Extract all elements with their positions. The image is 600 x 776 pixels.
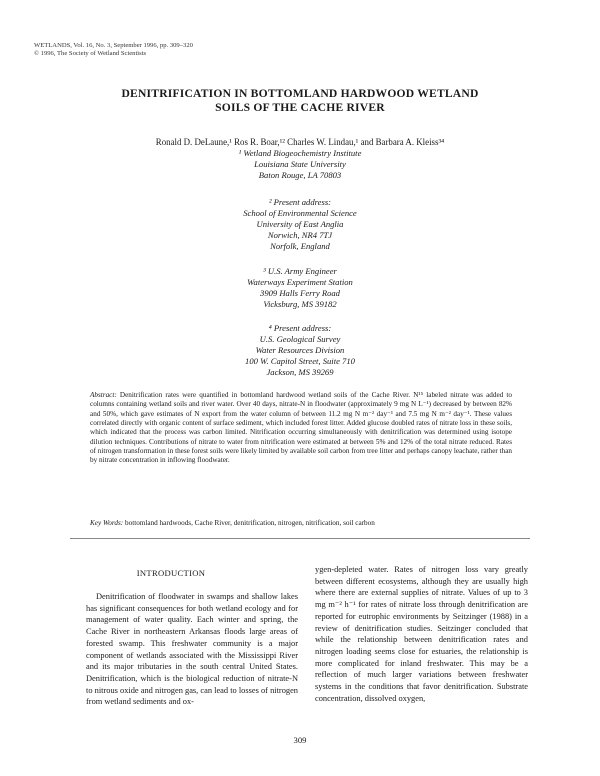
affiliation-line: University of East Anglia xyxy=(256,219,344,229)
author-list: Ronald D. DeLaune,¹ Ros R. Boar,¹² Charles W. Lindau,¹ and Barbara A. Kleiss³⁴ xyxy=(155,137,445,147)
affiliation-line: Water Resources Division xyxy=(255,345,345,355)
body-column-left: Denitrification of floodwater in swamps and shallow lakes has significant consequences for both wetland ecology and for management of water quality. Each winter and spring, the Cache River in northeastern Arkansas floods large areas of forested swamp. This freshwater community is a major component of wetlands associated with the Mississippi River and its major tributaries in the south central United States. Denitrification, which is the biological reduction of nitrate-N to nitrous oxide and nitrogen gas, can lead to losses of nitrogen from wetland sediments and ox- xyxy=(86,592,298,707)
affiliation-2 xyxy=(150,197,450,252)
keywords xyxy=(90,519,512,528)
abstract xyxy=(90,391,512,466)
body-column-right: ygen-depleted water. Rates of nitrogen loss vary greatly between different ecosystems, although they are usually high where there are external supplies of nitrate. Values of up to 3 mg m⁻² h⁻¹ for rates of nitrate loss through denitrification are reported for eutrophic environments by Seitzinger (1988) in a review of denitrification studies. Seitzinger concluded that while the relationship between denitrification rates and nitrogen loading seems close for estuaries, the relationship is more complicated for inland freshwater. This may be a reflection of much larger variations between freshwater systems in the conditions that favor denitrification. Substrate concentration, dissolved oxygen, xyxy=(315,565,528,703)
affiliation-4 xyxy=(150,323,450,378)
affiliation-line: Louisiana State University xyxy=(254,159,346,169)
affiliation-line: ³ U.S. Army Engineer xyxy=(263,266,337,276)
page-number: 309 xyxy=(293,735,307,745)
article-title-line-1: DENITRIFICATION IN BOTTOMLAND HARDWOOD WETLAND xyxy=(121,87,479,100)
affiliation-line: ⁴ Present address: xyxy=(268,323,332,333)
affiliation-line: 100 W. Capitol Street, Suite 710 xyxy=(245,356,355,366)
article-title xyxy=(60,87,540,115)
affiliation-line: ² Present address: xyxy=(268,197,332,207)
affiliation-line: Jackson, MS 39269 xyxy=(266,367,334,377)
introduction-heading: INTRODUCTION xyxy=(136,568,206,578)
keywords-text: bottomland hardwoods, Cache River, denitrification, nitrogen, nitrification, soil carbon xyxy=(125,519,375,527)
affiliation-line: 3909 Halls Ferry Road xyxy=(260,288,340,298)
journal-copyright-line: © 1996, The Society of Wetland Scientists xyxy=(34,50,147,57)
affiliation-line: School of Environmental Science xyxy=(243,208,357,218)
abstract-text: Denitrification rates were quantified in bottomland hardwood wetland soils of the Cache River. N¹⁵ labeled nitrate was added to columns containing wetland soils and river water. Over 40 days, nitrate-N in floodwater (approximately 9 mg N L⁻¹) decreased by between 82% and 50%, which gave estimates of N export from the water column of between 11.2 mg N m⁻² day⁻¹ and 7.5 mg N m⁻² day⁻¹. These values correlated directly with organic content of surface sediment, which included forest litter. Added glucose doubled rates of nitrate loss in these soils, which indicated that the process was carbon limited. Nitrification occurring simultaneously with denitrification was determined using isotope dilution techniques. Contributions of nitrate to water from nitrification were estimated at between 5% and 12% of the total nitrate reduced. Rates of nitrogen transformation in these forest soils were likely limited by available soil carbon from tree litter and perhaps canopy leachate, rather than by nitrate concentration in inflowing floodwater. xyxy=(90,391,512,465)
affiliation-line: Norfolk, England xyxy=(270,241,330,251)
keywords-label: Key Words: xyxy=(90,519,124,527)
affiliation-3 xyxy=(150,266,450,310)
abstract-label: Abstract: xyxy=(90,391,117,399)
article-title-line-2: SOILS OF THE CACHE RIVER xyxy=(215,101,385,114)
affiliation-line: Baton Rouge, LA 70803 xyxy=(258,170,342,180)
journal-citation xyxy=(34,42,193,58)
affiliation-line: Vicksburg, MS 39182 xyxy=(263,299,337,309)
affiliation-1 xyxy=(150,148,450,181)
section-divider xyxy=(70,538,530,539)
affiliation-line: U.S. Geological Survey xyxy=(259,334,341,344)
journal-volume-line: WETLANDS, Vol. 16, No. 3, September 1996, pp. 309–320 xyxy=(34,42,193,49)
affiliation-line: Norwich, NR4 7TJ xyxy=(267,230,333,240)
affiliation-line: ¹ Wetland Biogeochemistry Institute xyxy=(238,148,362,158)
affiliation-line: Waterways Experiment Station xyxy=(247,277,353,287)
